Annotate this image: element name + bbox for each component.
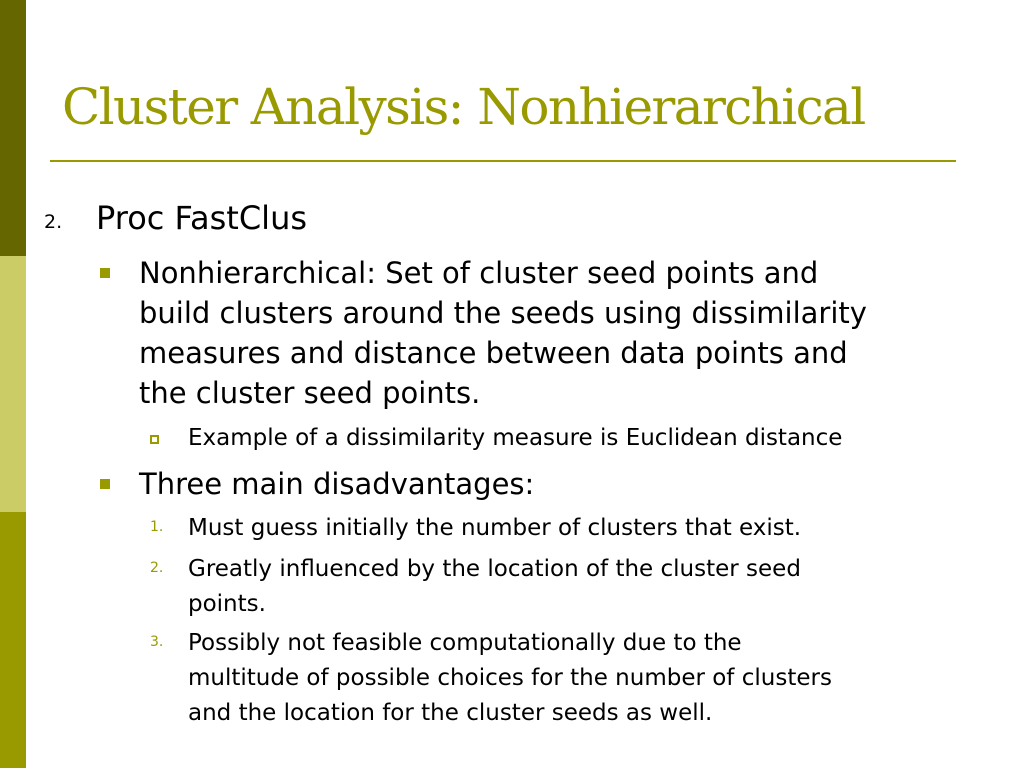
sub-bullet-example (150, 421, 1010, 456)
left-band-light (0, 256, 26, 512)
item-heading: Proc FastClus (96, 199, 308, 237)
bullet-line: build clusters around the seeds using dissimilarity (139, 296, 867, 330)
square-bullet-icon (100, 479, 110, 489)
bullet-disadvantages (100, 464, 1000, 504)
numbered-item-text: and the location for the cluster seeds as well. (188, 700, 713, 726)
item-number: 2. (44, 211, 63, 233)
numbered-item-text: multitude of possible choices for the number of clusters (188, 665, 832, 691)
slide-title: Cluster Analysis: Nonhierarchical (62, 78, 865, 136)
numbered-item-text: Must guess initially the number of clusters that exist. (188, 515, 802, 541)
numbered-item-3 (150, 626, 1010, 731)
title-underline (50, 160, 956, 162)
bullet-nonhierarchical (100, 253, 1000, 413)
bullet-line: Nonhierarchical: Set of cluster seed points and (139, 256, 819, 290)
hollow-square-bullet-icon (150, 435, 159, 444)
sub-bullet-text: Example of a dissimilarity measure is Euclidean distance (188, 425, 843, 451)
item-number: 1. (150, 519, 164, 535)
numbered-item-text: Greatly influenced by the location of the cluster seed (188, 556, 801, 582)
numbered-item-1 (150, 511, 1010, 546)
left-band-olive (0, 512, 26, 768)
left-band-dark (0, 0, 26, 256)
item-number: 3. (150, 634, 164, 650)
numbered-item-text: points. (188, 591, 266, 617)
bullet-line: measures and distance between data points and (139, 336, 848, 370)
bullet-line: Three main disadvantages: (139, 467, 535, 501)
numbered-item-text: Possibly not feasible computationally due to the (188, 630, 742, 656)
numbered-item-2 (150, 552, 1010, 622)
square-bullet-icon (100, 268, 110, 278)
item-number: 2. (150, 560, 164, 576)
bullet-line: the cluster seed points. (139, 376, 481, 410)
